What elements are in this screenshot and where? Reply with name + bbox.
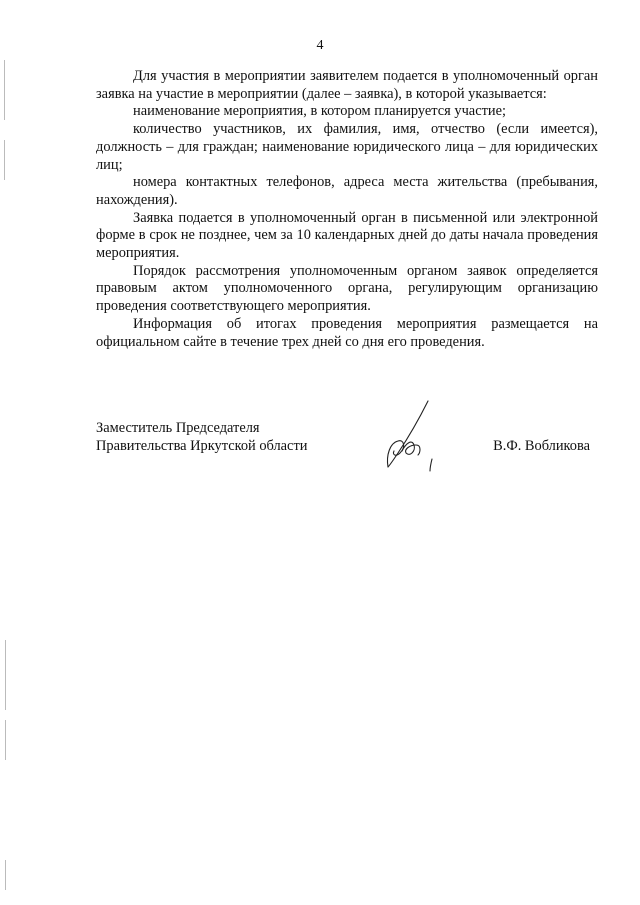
handwritten-signature xyxy=(380,395,440,475)
scan-edge-mark xyxy=(4,60,5,120)
paragraph-intro: Для участия в мероприятии заявителем подается в уполномоченный орган заявка на участие в мероприятии (далее – заявка), в которой указывается: xyxy=(96,68,598,102)
page-number: 4 xyxy=(316,38,324,53)
scan-edge-mark xyxy=(5,640,6,710)
paragraph-item-participants: количество участников, их фамилия, имя, отчество (если имеется), должность – для граждан; наименование юридического лица – для юридических лиц; xyxy=(96,121,598,173)
scan-edge-mark xyxy=(4,140,5,180)
paragraph-item-event-name: наименование мероприятия, в котором планируется участие; xyxy=(133,103,506,120)
paragraph-review-procedure: Порядок рассмотрения уполномоченным органом заявок определяется правовым актом уполномоченного органа, регулирующим организацию проведения соответствующего мероприятия. xyxy=(96,262,598,315)
signatory-name: В.Ф. Вобликова xyxy=(493,437,590,454)
signature-block xyxy=(96,420,598,455)
paragraph-item-contacts: номера контактных телефонов, адреса места жительства (пребывания, нахождения). xyxy=(96,174,598,208)
signatory-title-line-2: Правительства Иркутской области xyxy=(96,437,308,454)
scan-edge-mark xyxy=(5,720,6,760)
signatory-title-line-1: Заместитель Председателя xyxy=(96,420,260,436)
document-body xyxy=(96,68,598,351)
paragraph-submission: Заявка подается в уполномоченный орган в письменной или электронной форме в срок не позднее, чем за 10 календарных дней до даты начала проведения мероприятия. xyxy=(96,209,598,262)
scan-edge-mark xyxy=(5,860,6,890)
paragraph-results-info: Информация об итогах проведения мероприятия размещается на официальном сайте в течение трех дней со дня его проведения. xyxy=(96,315,598,350)
